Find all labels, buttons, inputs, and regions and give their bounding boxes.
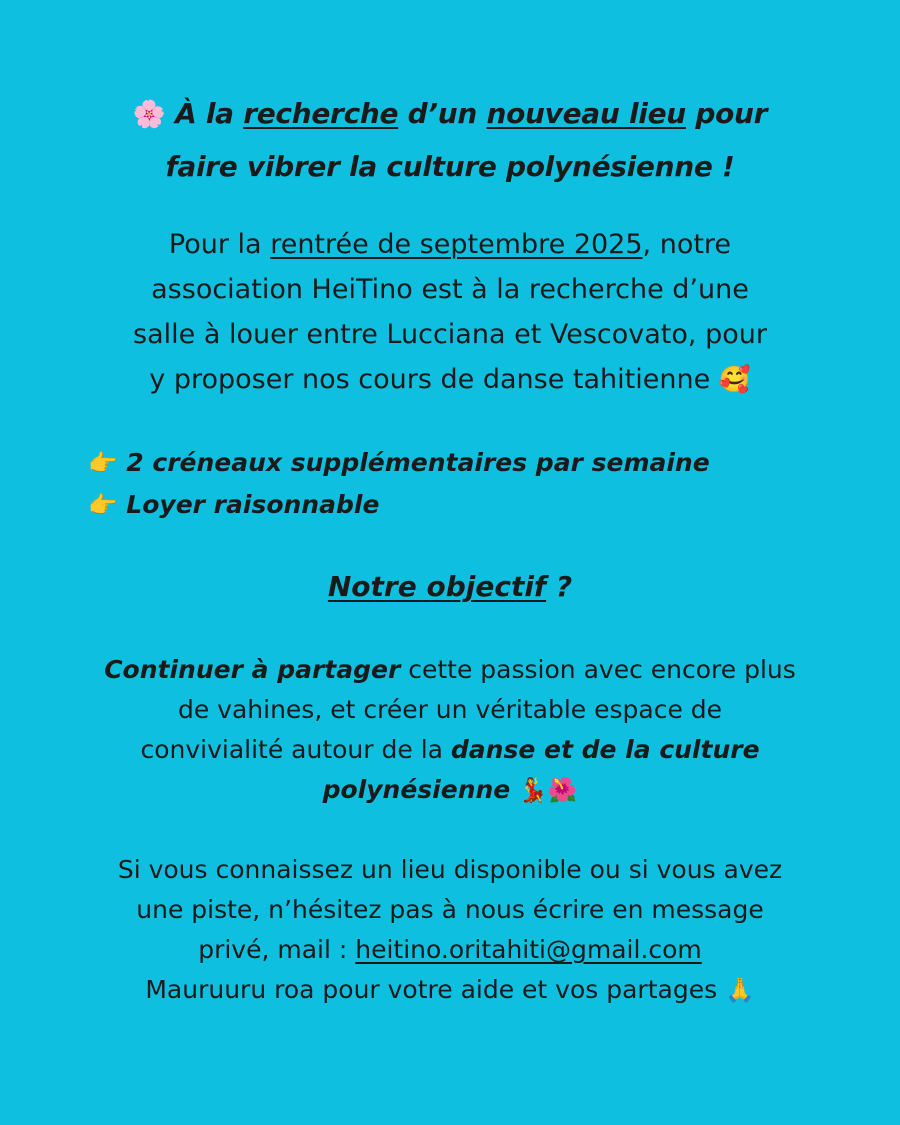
intro-line-2: association HeiTino est à la recherche d’une [151,274,749,305]
headline-line-1 [0,88,900,141]
headline-line-2: faire vibrer la culture polynésienne ! [165,150,735,183]
intro-text: Pour la [168,229,262,260]
contact-paragraph [0,850,900,1010]
intro-text: y proposer nos cours de danse tahitienne [149,364,711,395]
goal-bold-text: Continuer à partager [104,655,401,684]
pointing-hand-icon: 👉 [88,449,118,477]
intro-line-3: salle à louer entre Lucciana et Vescovato, pour [133,319,767,350]
goal-text: cette passion avec encore plus [400,655,796,684]
objective-label: Notre objectif [327,570,547,603]
contact-line-1: Si vous connaissez un lieu disponible ou si vous avez [117,855,783,884]
intro-paragraph [0,222,900,403]
intro-line-1 [0,222,900,267]
headline-recherche: recherche [243,97,399,130]
goal-line-1 [0,650,900,690]
contact-text: Mauruuru roa pour votre aide et vos partages [145,975,718,1004]
headline-text-c: d’un [407,97,477,130]
goal-line-3 [0,730,900,770]
headline-text-e: pour [695,97,768,130]
contact-line-4 [0,970,900,1010]
headline-text-a: À la [175,97,234,130]
goal-bold-text: polynésienne [322,775,511,804]
goal-paragraph [0,650,900,810]
bullet-item [88,484,868,526]
goal-line-4 [0,770,900,810]
intro-line-4 [0,357,900,403]
goal-line-2: de vahines, et créer un véritable espace de [177,695,723,724]
goal-bold-text: danse et de la culture [450,735,760,764]
pointing-hand-icon: 👉 [88,491,118,519]
goal-text: convivialité autour de la [140,735,451,764]
intro-date: rentrée de septembre 2025 [270,229,643,260]
flower-icon: 🌸 [132,99,166,130]
bullet-text: Loyer raisonnable [126,490,380,519]
bullet-text: 2 créneaux supplémentaires par semaine [126,448,710,477]
smiling-hearts-icon: 🥰 [718,365,751,395]
email-link[interactable]: heitino.oritahiti@gmail.com [355,935,702,964]
bullet-item [88,442,868,484]
objective-suffix: ? [546,570,573,603]
bullet-list [88,442,868,526]
praying-hands-icon: 🙏 [725,976,755,1004]
objective-heading [0,565,900,609]
intro-text: , notre [642,229,732,260]
contact-line-3 [0,930,900,970]
headline [0,88,900,193]
dancer-hibiscus-icon: 💃🌺 [518,776,578,804]
headline-nouveau-lieu: nouveau lieu [486,97,686,130]
contact-line-2: une piste, n’hésitez pas à nous écrire en message [136,895,764,924]
contact-text: privé, mail : [198,935,356,964]
